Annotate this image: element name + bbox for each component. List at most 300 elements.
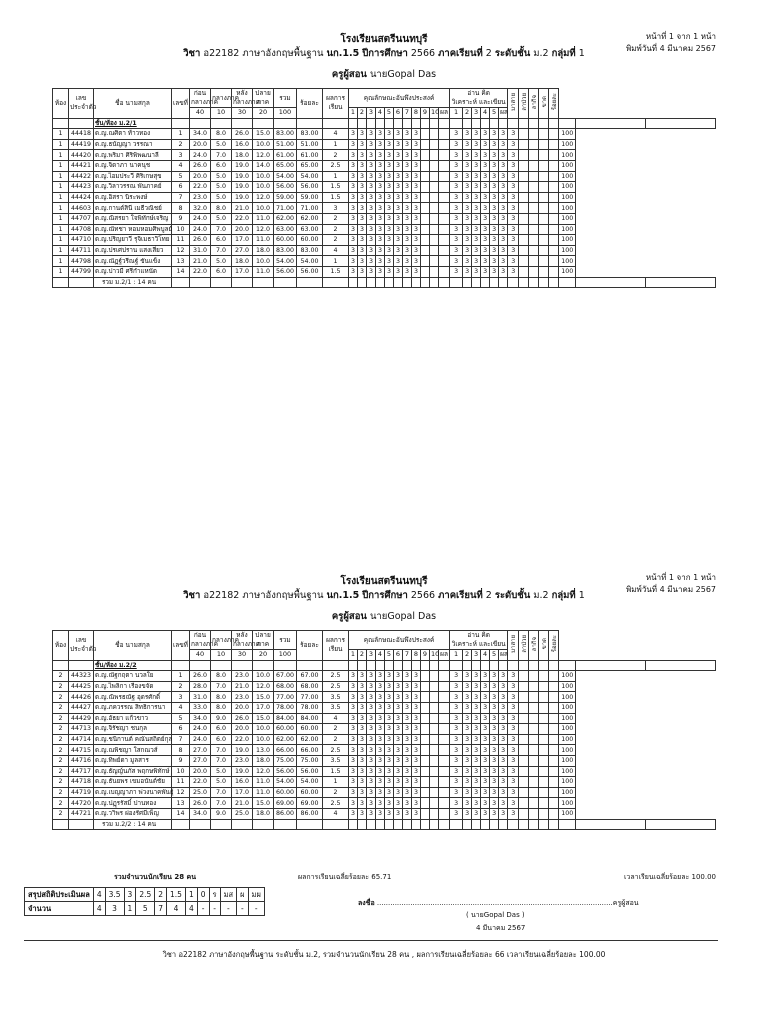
- header-grade-1: ผลการ: [326, 94, 345, 103]
- final-score: 10.0: [253, 171, 274, 182]
- empty-cell: [549, 129, 559, 140]
- header-char-number: 9: [421, 108, 430, 119]
- read-result: 3: [508, 713, 519, 724]
- empty-cell: [376, 819, 385, 830]
- empty-cell: [421, 182, 430, 193]
- char-score: 3: [394, 798, 403, 809]
- read-score: 3: [463, 671, 472, 682]
- grade-table: [52, 630, 716, 830]
- empty-cell: [529, 777, 539, 788]
- read-score: 3: [472, 724, 481, 735]
- student-name-cell: ด.ญ.วิลาวรรณ พันภาคย์: [94, 182, 172, 193]
- char-score: 3: [412, 235, 421, 246]
- header-number: เลขที่: [172, 631, 190, 661]
- read-score: 3: [472, 213, 481, 224]
- attendance-percent: 100: [559, 671, 576, 682]
- mid-score: 8.0: [211, 692, 232, 703]
- grade-cell: 1: [323, 139, 349, 150]
- empty-cell: [349, 277, 358, 288]
- before-mid-score: 32.0: [190, 203, 211, 214]
- empty-cell: [421, 745, 430, 756]
- header-max-score: 30: [232, 650, 253, 661]
- header-attendance-v1: [508, 631, 519, 661]
- student-name-cell: ด.ญ.ณัฏฐ์วรีณฐ์ ขันแข็ง: [94, 256, 172, 267]
- read-score: 3: [481, 734, 490, 745]
- read-score: 3: [481, 777, 490, 788]
- final-score: 18.0: [253, 755, 274, 766]
- empty-cell: [549, 139, 559, 150]
- student-id-cell: 44426: [69, 692, 94, 703]
- char-result: 3: [450, 235, 463, 246]
- header-read-number: 5: [490, 108, 499, 119]
- header-reading-1: อ่าน คิด: [467, 89, 490, 97]
- empty-cell: [439, 213, 450, 224]
- empty-cell: [358, 819, 367, 830]
- after-mid-score: 22.0: [232, 734, 253, 745]
- header-attendance-label: ขาด: [541, 638, 549, 650]
- signature-line: ลงชื่อ ..........................................................................................................ครูผู้สอน: [358, 899, 639, 907]
- room-cell: 2: [53, 713, 69, 724]
- header-read-number: 5: [490, 650, 499, 661]
- attendance-percent: 100: [559, 224, 576, 235]
- student-id-cell: 44425: [69, 681, 94, 692]
- attendance-percent: 100: [559, 777, 576, 788]
- percent-score: 66.00: [297, 745, 323, 756]
- empty-cell: [549, 798, 559, 809]
- char-score: 3: [394, 808, 403, 819]
- char-result: 3: [450, 692, 463, 703]
- percent-score: 78.00: [297, 702, 323, 713]
- read-score: 3: [490, 766, 499, 777]
- empty-cell: [559, 819, 576, 830]
- char-score: 3: [394, 681, 403, 692]
- empty-cell: [430, 277, 439, 288]
- print-date: พิมพ์วันที่ 4 มีนาคม 2567: [626, 585, 716, 594]
- mid-score: 7.0: [211, 150, 232, 161]
- read-score: 3: [463, 171, 472, 182]
- empty-cell: [439, 702, 450, 713]
- empty-cell: [430, 139, 439, 150]
- attendance-percent: 100: [559, 734, 576, 745]
- before-mid-score: 24.0: [190, 150, 211, 161]
- final-score: 18.0: [253, 808, 274, 819]
- header-attendance-label: ลาป่วย: [521, 634, 529, 653]
- read-score: 3: [481, 235, 490, 246]
- char-score: 3: [376, 724, 385, 735]
- attendance-percent: 100: [559, 203, 576, 214]
- table-row: [53, 160, 716, 171]
- read-score: 3: [481, 245, 490, 256]
- after-mid-score: 19.0: [232, 745, 253, 756]
- empty-cell: [190, 118, 211, 129]
- room-cell: 1: [53, 171, 69, 182]
- number-cell: 8: [172, 745, 190, 756]
- char-score: 3: [367, 256, 376, 267]
- header-char-number: 4: [376, 650, 385, 661]
- final-score: 10.0: [253, 256, 274, 267]
- char-score: 3: [358, 734, 367, 745]
- char-score: 3: [376, 266, 385, 277]
- table-row: [53, 245, 716, 256]
- empty-cell: [539, 277, 549, 288]
- header-char-number: 7: [403, 108, 412, 119]
- final-score: 10.0: [253, 671, 274, 682]
- grade-cell: 3: [323, 203, 349, 214]
- empty-cell: [412, 277, 421, 288]
- table-row: [53, 808, 716, 819]
- after-mid-score: 19.0: [232, 192, 253, 203]
- header-characteristics: คุณลักษณะอันพึงประสงค์: [349, 631, 450, 650]
- read-score: 3: [499, 713, 508, 724]
- header-total: รวม: [274, 631, 297, 650]
- mid-score: 8.0: [211, 671, 232, 682]
- room-cell: 1: [53, 192, 69, 203]
- before-mid-score: 24.0: [190, 224, 211, 235]
- char-score: 3: [358, 171, 367, 182]
- attendance-percent: 100: [559, 192, 576, 203]
- char-score: 3: [403, 213, 412, 224]
- empty-cell: [430, 702, 439, 713]
- table-row: [53, 798, 716, 809]
- header-attendance-v3: [529, 89, 539, 119]
- attendance-percent: 100: [559, 745, 576, 756]
- grade-cell: 3.5: [323, 692, 349, 703]
- student-id-cell: 44423: [69, 182, 94, 193]
- mid-score: 9.0: [211, 713, 232, 724]
- before-mid-score: 22.0: [190, 266, 211, 277]
- empty-cell: [421, 245, 430, 256]
- char-score: 3: [349, 681, 358, 692]
- room-cell: 1: [53, 129, 69, 140]
- teacher-line: ครูผู้สอน นายGopal Das: [331, 69, 437, 80]
- read-score: 3: [499, 171, 508, 182]
- read-score: 3: [472, 713, 481, 724]
- empty-cell: [403, 819, 412, 830]
- before-mid-score: 34.0: [190, 808, 211, 819]
- table-row: [53, 224, 716, 235]
- header-before-1: ก่อน: [193, 89, 207, 97]
- student-id-cell: 44716: [69, 755, 94, 766]
- before-mid-score: 34.0: [190, 129, 211, 140]
- mid-score: 6.0: [211, 235, 232, 246]
- number-cell: 7: [172, 734, 190, 745]
- char-result: 3: [450, 681, 463, 692]
- empty-cell: [529, 182, 539, 193]
- read-score: 3: [481, 203, 490, 214]
- char-score: 3: [358, 160, 367, 171]
- char-score: 3: [412, 692, 421, 703]
- empty-cell: [421, 213, 430, 224]
- header-attendance-v1: [508, 89, 519, 119]
- percent-score: 77.00: [297, 692, 323, 703]
- grade-key: 4: [93, 888, 105, 902]
- page-number: หน้าที่ 1 จาก 1 หน้า: [645, 573, 716, 582]
- attendance-percent: 100: [559, 681, 576, 692]
- grade-cell: 4: [323, 713, 349, 724]
- empty-cell: [539, 692, 549, 703]
- grade-count: 5: [136, 902, 155, 916]
- empty-cell: [519, 660, 529, 671]
- header-id-line2: ประจำตัว: [70, 645, 97, 654]
- empty-cell: [519, 266, 529, 277]
- grade-cell: 1: [323, 256, 349, 267]
- header-name: ชื่อ นามสกุล: [94, 89, 172, 119]
- student-name-cell: ด.ญ.อิสรา นิระพงษ์: [94, 192, 172, 203]
- percent-score: 56.00: [297, 266, 323, 277]
- header-attendance-v2: [519, 631, 529, 661]
- char-score: 3: [349, 787, 358, 798]
- read-score: 3: [481, 129, 490, 140]
- header-percent: ร้อยละ: [297, 89, 323, 119]
- student-id-cell: 44710: [69, 235, 94, 246]
- header-attendance-label: ลากิจ: [531, 636, 539, 651]
- student-id-cell: 44713: [69, 724, 94, 735]
- char-score: 3: [394, 160, 403, 171]
- char-score: 3: [403, 755, 412, 766]
- char-score: 3: [385, 256, 394, 267]
- number-cell: 13: [172, 256, 190, 267]
- read-result: 3: [508, 724, 519, 735]
- char-score: 3: [349, 256, 358, 267]
- empty-cell: [499, 118, 508, 129]
- number-cell: 14: [172, 266, 190, 277]
- empty-cell: [394, 277, 403, 288]
- read-score: 3: [463, 692, 472, 703]
- room-cell: 2: [53, 702, 69, 713]
- attendance-percent: 100: [559, 787, 576, 798]
- read-result: 3: [508, 777, 519, 788]
- read-score: 3: [499, 245, 508, 256]
- read-score: 3: [490, 182, 499, 193]
- before-mid-score: 24.0: [190, 213, 211, 224]
- header-char-number: 10: [431, 108, 440, 117]
- read-score: 3: [472, 734, 481, 745]
- empty-cell: [519, 798, 529, 809]
- header-attendance-v5: [549, 631, 559, 661]
- table-row: [53, 745, 716, 756]
- empty-cell: [490, 819, 499, 830]
- char-result: 3: [450, 171, 463, 182]
- char-score: 3: [376, 182, 385, 193]
- char-score: 3: [349, 213, 358, 224]
- number-cell: 3: [172, 692, 190, 703]
- student-id-cell: 44418: [69, 129, 94, 140]
- read-score: 3: [490, 671, 499, 682]
- before-mid-score: 27.0: [190, 745, 211, 756]
- empty-cell: [539, 671, 549, 682]
- empty-cell: [549, 734, 559, 745]
- total-score: 71.00: [274, 203, 297, 214]
- header-read-number: 4: [481, 108, 490, 119]
- table-row: [53, 182, 716, 193]
- student-id-cell: 44711: [69, 245, 94, 256]
- student-id-cell: 44323: [69, 671, 94, 682]
- char-score: 3: [376, 777, 385, 788]
- read-result: 3: [508, 755, 519, 766]
- char-result: 3: [450, 213, 463, 224]
- read-score: 3: [481, 213, 490, 224]
- empty-cell: [576, 819, 646, 830]
- mid-score: 5.0: [211, 139, 232, 150]
- footer-summary: วิชา อ22182 ภาษาอังกฤษพื้นฐาน ระดับชั้น ม.2, รวมจำนวนนักเรียน 28 คน , ผลการเรียนเฉลี่ยร้อยละ 66 เวลาเรียนเฉลี่ยร้อยละ 100.00: [162, 950, 606, 959]
- read-score: 3: [481, 745, 490, 756]
- char-score: 3: [367, 702, 376, 713]
- char-score: 3: [412, 702, 421, 713]
- read-score: 3: [499, 766, 508, 777]
- after-mid-score: 26.0: [232, 713, 253, 724]
- grade-cell: 2: [323, 724, 349, 735]
- number-cell: 10: [172, 766, 190, 777]
- read-score: 3: [481, 671, 490, 682]
- attendance-percent: 100: [559, 235, 576, 246]
- empty-cell: [519, 766, 529, 777]
- read-result: 3: [508, 192, 519, 203]
- empty-cell: [421, 192, 430, 203]
- read-score: 3: [481, 182, 490, 193]
- header-grade: [323, 631, 349, 661]
- empty-cell: [53, 118, 69, 129]
- char-score: 3: [412, 787, 421, 798]
- empty-cell: [297, 660, 323, 671]
- room-cell: 1: [53, 245, 69, 256]
- grade-count: 4: [167, 902, 186, 916]
- char-score: 3: [349, 702, 358, 713]
- empty-cell: [430, 160, 439, 171]
- header-before-2: กลางภาค: [191, 98, 219, 106]
- char-score: 3: [385, 702, 394, 713]
- empty-cell: [529, 671, 539, 682]
- read-score: 3: [499, 777, 508, 788]
- percent-score: 83.00: [297, 245, 323, 256]
- teacher-line: ครูผู้สอน นายGopal Das: [331, 611, 437, 622]
- read-score: 3: [490, 203, 499, 214]
- grade-key: 1: [185, 888, 197, 902]
- empty-cell: [421, 798, 430, 809]
- empty-cell: [549, 235, 559, 246]
- grade-key: ผ: [237, 888, 248, 902]
- header-student-id: [69, 631, 97, 661]
- read-score: 3: [490, 150, 499, 161]
- char-score: 3: [349, 755, 358, 766]
- empty-cell: [539, 745, 549, 756]
- char-score: 3: [367, 182, 376, 193]
- char-result: 3: [450, 150, 463, 161]
- student-id-cell: 44721: [69, 808, 94, 819]
- before-mid-score: 26.0: [190, 160, 211, 171]
- final-score: 10.0: [253, 734, 274, 745]
- empty-cell: [529, 203, 539, 214]
- char-score: 3: [403, 256, 412, 267]
- empty-cell: [539, 203, 549, 214]
- final-score: 12.0: [253, 150, 274, 161]
- empty-cell: [559, 660, 576, 671]
- empty-cell: [53, 660, 69, 671]
- read-score: 3: [490, 808, 499, 819]
- table-row: [53, 692, 716, 703]
- final-score: 15.0: [253, 798, 274, 809]
- char-score: 3: [358, 129, 367, 140]
- student-id-cell: 44603: [69, 203, 94, 214]
- empty-cell: [430, 692, 439, 703]
- read-score: 3: [472, 266, 481, 277]
- char-result: 3: [450, 724, 463, 735]
- read-score: 3: [490, 192, 499, 203]
- mid-score: 6.0: [211, 266, 232, 277]
- char-score: 3: [358, 235, 367, 246]
- empty-cell: [529, 171, 539, 182]
- char-score: 3: [376, 129, 385, 140]
- char-score: 3: [403, 245, 412, 256]
- char-score: 3: [385, 777, 394, 788]
- header-after-mid: [232, 89, 261, 108]
- total-score: 83.00: [274, 245, 297, 256]
- final-score: 11.0: [253, 787, 274, 798]
- section-title: ชั้น/ห้อง ม.2/2: [95, 661, 137, 669]
- empty-cell: [529, 192, 539, 203]
- empty-cell: [69, 819, 94, 830]
- percent-score: 65.00: [297, 160, 323, 171]
- empty-cell: [430, 118, 439, 129]
- char-score: 3: [412, 256, 421, 267]
- header-id-line2: ประจำตัว: [70, 103, 97, 112]
- empty-cell: [430, 745, 439, 756]
- empty-cell: [439, 671, 450, 682]
- char-score: 3: [403, 235, 412, 246]
- read-score: 3: [490, 787, 499, 798]
- read-result: 3: [508, 171, 519, 182]
- empty-cell: [549, 245, 559, 256]
- char-score: 3: [349, 192, 358, 203]
- grade-cell: 4: [323, 245, 349, 256]
- grade-key: 0: [197, 888, 209, 902]
- number-cell: 1: [172, 671, 190, 682]
- read-score: 3: [463, 139, 472, 150]
- empty-cell: [430, 129, 439, 140]
- header-char-number: 10: [431, 650, 440, 659]
- empty-cell: [421, 777, 430, 788]
- header-attendance-label: มาสาย: [510, 634, 518, 653]
- grade-count: 3: [105, 902, 124, 916]
- section-label: [94, 660, 172, 671]
- char-score: 3: [358, 713, 367, 724]
- empty-cell: [430, 798, 439, 809]
- char-score: 3: [358, 766, 367, 777]
- student-name-cell: ด.ญ.ณิสรยา ใจพิทักษ์เจริญ: [94, 213, 172, 224]
- empty-cell: [549, 777, 559, 788]
- after-mid-score: 19.0: [232, 160, 253, 171]
- number-cell: 5: [172, 171, 190, 182]
- empty-cell: [539, 256, 549, 267]
- char-score: 3: [376, 745, 385, 756]
- subject-line: วิชา อ22182 ภาษาอังกฤษพื้นฐาน นก.1.5 ปีการศึกษา 2566 ภาคเรียนที่ 2 ระดับชั้น ม.2 กลุ่มที่ 1: [183, 48, 585, 59]
- attendance-percent: 100: [559, 808, 576, 819]
- number-cell: 11: [172, 777, 190, 788]
- after-mid-score: 16.0: [232, 777, 253, 788]
- read-score: 3: [499, 755, 508, 766]
- read-score: 3: [463, 777, 472, 788]
- char-score: 3: [349, 671, 358, 682]
- read-result: 3: [508, 745, 519, 756]
- attendance-percent: 100: [559, 129, 576, 140]
- empty-cell: [539, 129, 549, 140]
- after-mid-score: 18.0: [232, 256, 253, 267]
- empty-cell: [421, 734, 430, 745]
- number-cell: 10: [172, 224, 190, 235]
- read-score: 3: [463, 681, 472, 692]
- room-cell: 1: [53, 213, 69, 224]
- student-id-cell: 44424: [69, 192, 94, 203]
- number-cell: 8: [172, 203, 190, 214]
